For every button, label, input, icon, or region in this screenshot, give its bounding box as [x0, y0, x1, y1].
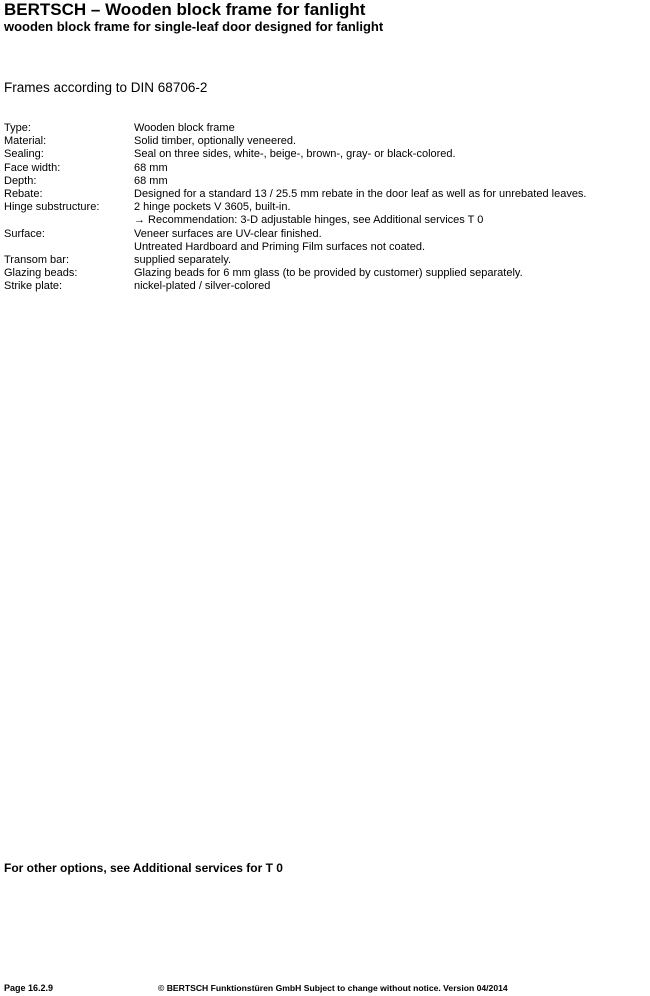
spec-value: Solid timber, optionally veneered. — [134, 135, 297, 148]
spec-label: Sealing: — [4, 148, 44, 161]
spec-label: Glazing beads: — [4, 267, 78, 280]
spec-value: supplied separately. — [134, 254, 232, 267]
spec-row — [4, 280, 587, 293]
spec-value: 68 mm — [134, 174, 168, 187]
spec-value: 2 hinge pockets V 3605, built-in. — [134, 201, 291, 214]
spec-values — [134, 280, 270, 293]
spec-row — [4, 148, 587, 161]
spec-values — [134, 201, 483, 227]
spec-label: Rebate: — [4, 188, 43, 201]
spec-row — [4, 162, 587, 175]
spec-value: Seal on three sides, white-, beige-, brown-, gray- or black-colored. — [134, 148, 456, 161]
spec-values — [134, 162, 168, 175]
spec-values — [134, 267, 523, 280]
spec-value: Glazing beads for 6 mm glass (to be provided by customer) supplied separately. — [134, 267, 523, 280]
spec-row — [4, 228, 587, 254]
spec-label: Type: — [4, 122, 31, 134]
spec-row — [4, 135, 587, 148]
spec-values — [134, 122, 235, 135]
spec-value: Wooden block frame — [134, 122, 235, 134]
spec-values — [134, 135, 296, 148]
page-subtitle: wooden block frame for single-leaf door designed for fanlight — [4, 19, 384, 34]
spec-values — [134, 148, 456, 161]
spec-value: Veneer surfaces are UV-clear finished. — [134, 227, 322, 240]
section-heading: Frames according to DIN 68706-2 — [4, 80, 208, 95]
spec-values — [134, 175, 168, 188]
spec-value: nickel-plated / silver-colored — [134, 280, 271, 293]
spec-row — [4, 188, 587, 201]
spec-values — [134, 228, 425, 254]
spec-values — [134, 254, 231, 267]
other-options-note: For other options, see Additional services for T 0 — [4, 861, 283, 875]
spec-table — [4, 122, 587, 294]
spec-label: Face width: — [4, 161, 61, 174]
spec-row — [4, 267, 587, 280]
spec-value: → Recommendation: 3-D adjustable hinges, see Additional services T 0 — [134, 214, 484, 227]
spec-label: Surface: — [4, 227, 45, 240]
spec-label: Transom bar: — [4, 254, 70, 267]
spec-row — [4, 175, 587, 188]
page-title: BERTSCH – Wooden block frame for fanlight — [4, 0, 366, 19]
spec-label: Hinge substructure: — [4, 201, 100, 214]
spec-row — [4, 201, 587, 227]
spec-row — [4, 254, 587, 267]
spec-value: Designed for a standard 13 / 25.5 mm rebate in the door leaf as well as for unrebated leaves. — [134, 188, 587, 201]
spec-label: Material: — [4, 135, 47, 148]
spec-row — [4, 122, 587, 135]
footer-copyright: © BERTSCH Funktionstüren GmbH Subject to change without notice. Version 04/2014 — [158, 983, 508, 993]
spec-label: Depth: — [4, 174, 37, 187]
spec-value: 68 mm — [134, 161, 168, 174]
spec-values — [134, 188, 587, 201]
spec-label: Strike plate: — [4, 280, 63, 293]
footer-page-number: Page 16.2.9 — [4, 983, 54, 993]
spec-value: Untreated Hardboard and Priming Film surfaces not coated. — [134, 240, 426, 253]
